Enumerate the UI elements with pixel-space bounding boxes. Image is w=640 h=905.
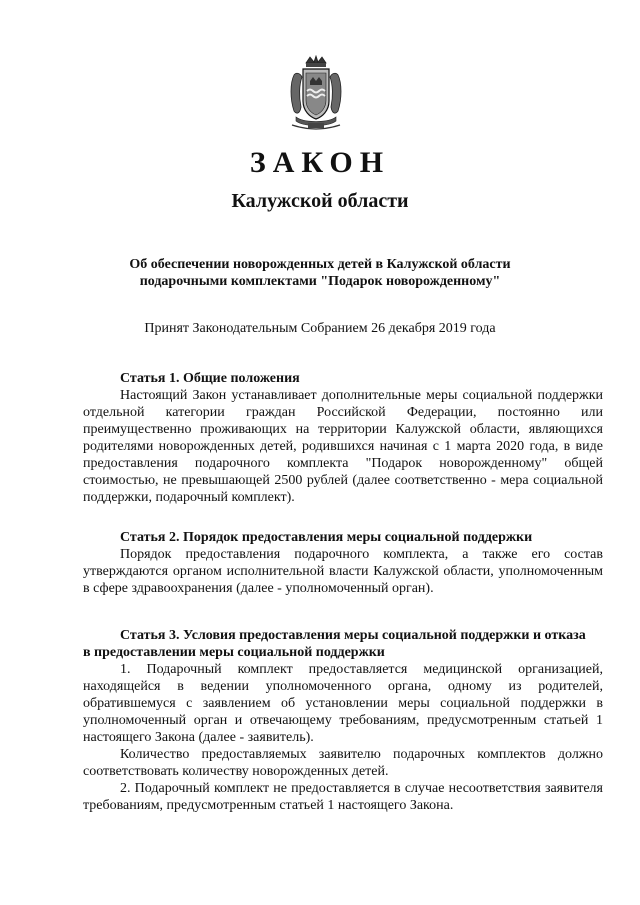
- article-heading-line-2: в предоставлении меры социальной поддержки: [83, 645, 385, 660]
- article-heading: Статья 1. Общие положения: [120, 371, 300, 386]
- article-paragraph: Настоящий Закон устанавливает дополнительные меры социальной поддержки отдельной категории граждан Российской Федерации, постоянно или преимущественно проживающих на территории Калужской области, являющихся родителями новорожденных детей, родившихся начиная с 1 марта 2020 года, в виде предоставления подарочного комплекта "Подарок новорожденному" общей стоимостью, не превышающей 2500 рублей (далее соответственно - мера социальной поддержки, подарочный комплект).: [83, 388, 603, 505]
- coat-of-arms-emblem: [286, 55, 346, 131]
- region-name: Калужской области: [231, 190, 409, 212]
- article-2: [83, 529, 603, 597]
- law-subject: [0, 256, 640, 290]
- article-1: [83, 370, 603, 506]
- article-paragraph: Порядок предоставления подарочного комплекта, а также его состав утверждаются органом исполнительной власти Калужской области, уполномоченным в сфере здравоохранения (далее - уполномоченный орган).: [83, 547, 603, 596]
- article-heading-line-1: Статья 3. Условия предоставления меры социальной поддержки и отказа: [120, 628, 586, 643]
- law-title: ЗАКОН: [249, 146, 391, 179]
- article-heading: [83, 627, 603, 661]
- adoption-date: Принят Законодательным Собранием 26 декабря 2019 года: [144, 321, 496, 336]
- article-3: [83, 627, 603, 814]
- article-heading: Статья 2. Порядок предоставления меры социальной поддержки: [120, 530, 533, 545]
- law-subject-line-2: подарочными комплектами "Подарок новорожденному": [139, 274, 501, 289]
- law-subject-line-1: Об обеспечении новорожденных детей в Калужской области: [129, 257, 511, 272]
- article-paragraph: Количество предоставляемых заявителю подарочных комплектов должно соответствовать количеству новорожденных детей.: [83, 747, 603, 779]
- article-paragraph: 1. Подарочный комплект предоставляется медицинской организацией, находящейся в ведении уполномоченного органа, одному из родителей, обратившемуся с заявлением об установлении меры социальной поддержки в уполномоченный орган и отвечающему требованиям, предусмотренным статьей 1 настоящего Закона (далее - заявитель).: [83, 662, 603, 745]
- article-paragraph: 2. Подарочный комплект не предоставляется в случае несоответствия заявителя требованиям, предусмотренным статьей 1 настоящего Закона.: [83, 781, 603, 813]
